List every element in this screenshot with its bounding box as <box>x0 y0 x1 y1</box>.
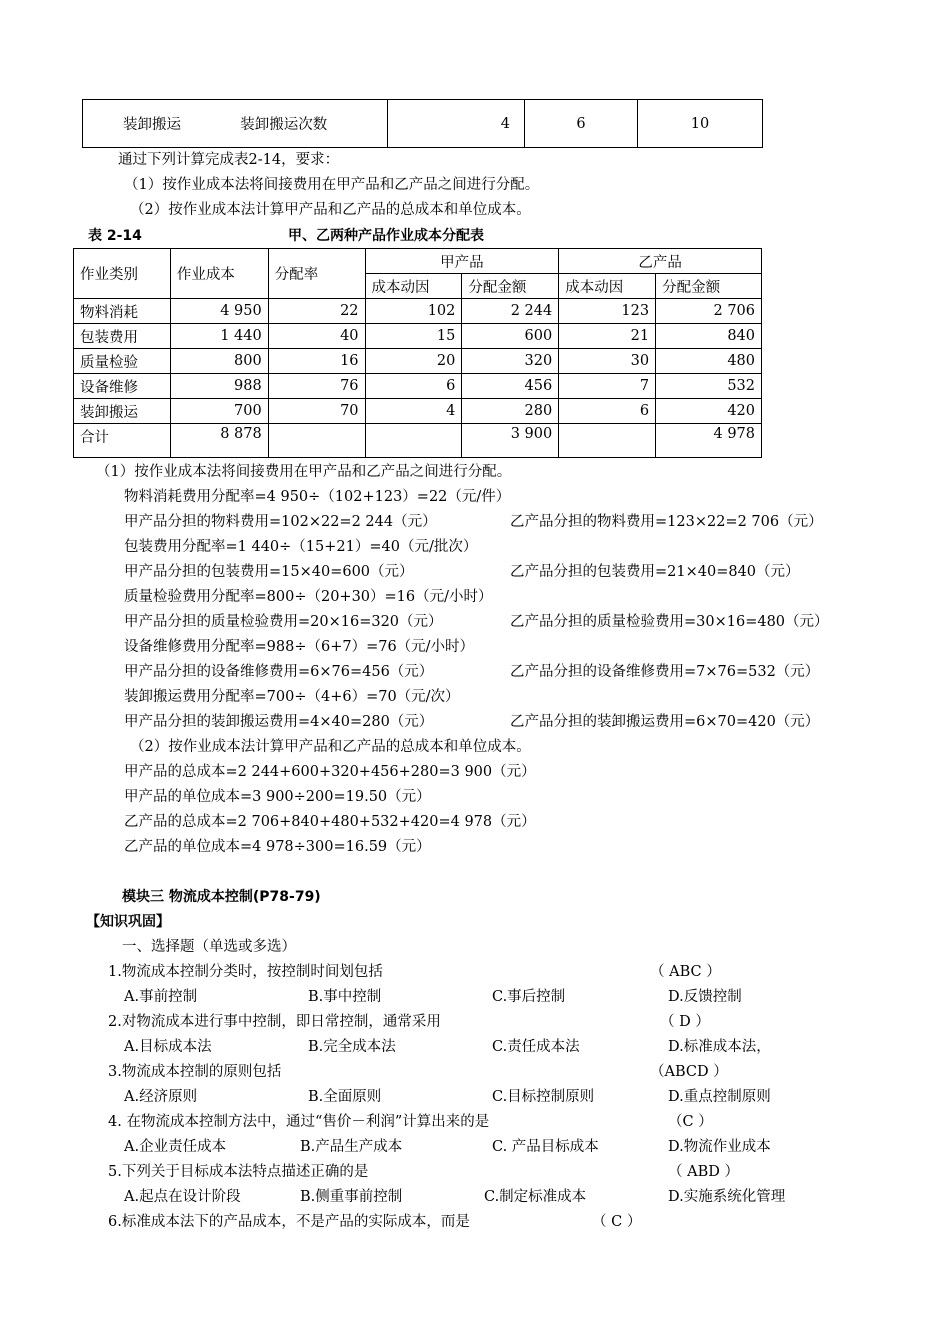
table-row <box>74 399 762 424</box>
cell: 2 706 <box>656 299 762 324</box>
cell: 700 <box>170 399 268 424</box>
option: C.制定标准成本 <box>484 1189 587 1205</box>
calc-line: 乙产品分担的设备维修费用=7×76=532（元） <box>510 664 820 680</box>
answer: （ D ） <box>660 1014 710 1030</box>
calc-line: 包装费用分配率=1 440÷（15+21）=40（元/批次） <box>124 539 478 555</box>
cell: 2 244 <box>462 299 559 324</box>
header-a-amount: 分配金额 <box>462 274 559 299</box>
allocation-table <box>73 248 762 458</box>
table-title: 甲、乙两种产品作业成本分配表 <box>288 228 484 244</box>
calc-part2-heading: （2）按作业成本法计算甲产品和乙产品的总成本和单位成本。 <box>130 739 531 755</box>
option: B.侧重事前控制 <box>300 1189 403 1205</box>
calc-line: 乙产品的单位成本=4 978÷300=16.59（元） <box>124 839 431 855</box>
cell: 22 <box>268 299 365 324</box>
top-row-label2: 装卸搬运次数 <box>240 117 328 133</box>
cell: 6 <box>559 399 656 424</box>
cell: 3 900 <box>462 424 559 458</box>
option: D.实施系统化管理 <box>668 1189 786 1205</box>
top-row-v2: 6 <box>525 100 638 148</box>
header-rate: 分配率 <box>268 249 365 299</box>
section-heading: 【知识巩固】 <box>86 914 170 930</box>
header-product-a: 甲产品 <box>365 249 559 274</box>
option: D.重点控制原则 <box>668 1089 771 1105</box>
table-row <box>74 324 762 349</box>
option: B.产品生产成本 <box>300 1139 403 1155</box>
header-b-amount: 分配金额 <box>656 274 762 299</box>
calc-part1-heading: （1）按作业成本法将间接费用在甲产品和乙产品之间进行分配。 <box>96 464 512 480</box>
table-row <box>74 349 762 374</box>
calc-line: 质量检验费用分配率=800÷（20+30）=16（元/小时） <box>124 589 493 605</box>
cell: 物料消耗 <box>74 299 171 324</box>
cell: 15 <box>365 324 462 349</box>
cell: 40 <box>268 324 365 349</box>
answer: （ ABC ） <box>650 964 721 980</box>
intro-line1: 通过下列计算完成表2-14，要求： <box>118 152 340 168</box>
cell: 16 <box>268 349 365 374</box>
calc-line: 乙产品分担的质量检验费用=30×16=480（元） <box>510 614 829 630</box>
header-type: 作业类别 <box>74 249 171 299</box>
intro-line2: （1）按作业成本法将间接费用在甲产品和乙产品之间进行分配。 <box>124 177 540 193</box>
cell: 102 <box>365 299 462 324</box>
option: C.目标控制原则 <box>492 1089 595 1105</box>
cell: 4 <box>365 399 462 424</box>
option: C.责任成本法 <box>492 1039 580 1055</box>
header-product-b: 乙产品 <box>559 249 762 274</box>
cell: 70 <box>268 399 365 424</box>
question-text: 4. 在物流成本控制方法中，通过“售价－利润”计算出来的是 <box>108 1114 490 1130</box>
answer: （ ABD ） <box>668 1164 739 1180</box>
answer: （ C ） <box>592 1214 642 1230</box>
cell: 988 <box>170 374 268 399</box>
cell: 320 <box>462 349 559 374</box>
cell: 包装费用 <box>74 324 171 349</box>
cell <box>559 424 656 458</box>
cell: 合计 <box>74 424 171 458</box>
answer: （ABCD ） <box>650 1064 728 1080</box>
option: D.标准成本法， <box>668 1039 771 1055</box>
cell: 7 <box>559 374 656 399</box>
cell: 800 <box>170 349 268 374</box>
option: B.全面原则 <box>308 1089 382 1105</box>
cell: 质量检验 <box>74 349 171 374</box>
cell: 30 <box>559 349 656 374</box>
cell: 设备维修 <box>74 374 171 399</box>
cell: 4 978 <box>656 424 762 458</box>
question-type-heading: 一、选择题（单选或多选） <box>122 939 296 955</box>
header-a-driver: 成本动因 <box>365 274 462 299</box>
cell <box>268 424 365 458</box>
calc-line: 乙产品的总成本=2 706+840+480+532+420=4 978（元） <box>124 814 536 830</box>
option: D.反馈控制 <box>668 989 742 1005</box>
option: A.经济原则 <box>124 1089 198 1105</box>
calc-line: 设备维修费用分配率=988÷（6+7）=76（元/小时） <box>124 639 475 655</box>
cell: 480 <box>656 349 762 374</box>
cell: 4 950 <box>170 299 268 324</box>
option: B.完全成本法 <box>308 1039 396 1055</box>
option: C. 产品目标成本 <box>492 1139 599 1155</box>
calc-line: 甲产品分担的质量检验费用=20×16=320（元） <box>124 614 443 630</box>
calc-line: 甲产品分担的包装费用=15×40=600（元） <box>124 564 414 580</box>
question-text: 5.下列关于目标成本法特点描述正确的是 <box>108 1164 369 1180</box>
option: B.事中控制 <box>308 989 382 1005</box>
cell: 456 <box>462 374 559 399</box>
top-row-label1: 装卸搬运 <box>123 117 181 133</box>
module-title: 模块三 物流成本控制(P78-79) <box>122 889 321 905</box>
cell: 20 <box>365 349 462 374</box>
cell: 840 <box>656 324 762 349</box>
option: A.企业责任成本 <box>124 1139 227 1155</box>
question-text: 2.对物流成本进行事中控制，即日常控制，通常采用 <box>108 1014 441 1030</box>
cell: 600 <box>462 324 559 349</box>
table-row <box>74 299 762 324</box>
cell: 280 <box>462 399 559 424</box>
table-row <box>74 374 762 399</box>
question-text: 3.物流成本控制的原则包括 <box>108 1064 282 1080</box>
answer: （C ） <box>668 1114 713 1130</box>
calc-line: 装卸搬运费用分配率=700÷（4+6）=70（元/次） <box>124 689 460 705</box>
option: A.目标成本法 <box>124 1039 212 1055</box>
calc-line: 甲产品分担的物料费用=102×22=2 244（元） <box>124 514 437 530</box>
cell: 76 <box>268 374 365 399</box>
top-row-table <box>82 99 763 148</box>
top-row-labels <box>83 100 388 148</box>
table-row-total <box>74 424 762 458</box>
question-text: 1.物流成本控制分类时，按控制时间划包括 <box>108 964 383 980</box>
cell: 532 <box>656 374 762 399</box>
cell: 420 <box>656 399 762 424</box>
calc-line: 乙产品分担的装卸搬运费用=6×70=420（元） <box>510 714 820 730</box>
cell: 21 <box>559 324 656 349</box>
option: C.事后控制 <box>492 989 566 1005</box>
option: A.起点在设计阶段 <box>124 1189 241 1205</box>
cell: 123 <box>559 299 656 324</box>
cell: 1 440 <box>170 324 268 349</box>
top-row-v3: 10 <box>638 100 763 148</box>
header-cost: 作业成本 <box>170 249 268 299</box>
cell: 6 <box>365 374 462 399</box>
calc-line: 甲产品的单位成本=3 900÷200=19.50（元） <box>124 789 431 805</box>
calc-line: 甲产品的总成本=2 244+600+320+456+280=3 900（元） <box>124 764 536 780</box>
cell: 装卸搬运 <box>74 399 171 424</box>
header-b-driver: 成本动因 <box>559 274 656 299</box>
calc-line: 甲产品分担的装卸搬运费用=4×40=280（元） <box>124 714 434 730</box>
calc-line: 甲产品分担的设备维修费用=6×76=456（元） <box>124 664 434 680</box>
cell <box>365 424 462 458</box>
top-row-v1: 4 <box>388 100 525 148</box>
calc-line: 乙产品分担的物料费用=123×22=2 706（元） <box>510 514 823 530</box>
question-text: 6.标准成本法下的产品成本，不是产品的实际成本，而是 <box>108 1214 470 1230</box>
option: A.事前控制 <box>124 989 198 1005</box>
cell: 8 878 <box>170 424 268 458</box>
calc-line: 物料消耗费用分配率=4 950÷（102+123）=22（元/件） <box>124 489 511 505</box>
intro-line3: （2）按作业成本法计算甲产品和乙产品的总成本和单位成本。 <box>130 202 531 218</box>
option: D.物流作业成本 <box>668 1139 771 1155</box>
calc-line: 乙产品分担的包装费用=21×40=840（元） <box>510 564 800 580</box>
table-number: 表 2-14 <box>88 228 142 244</box>
